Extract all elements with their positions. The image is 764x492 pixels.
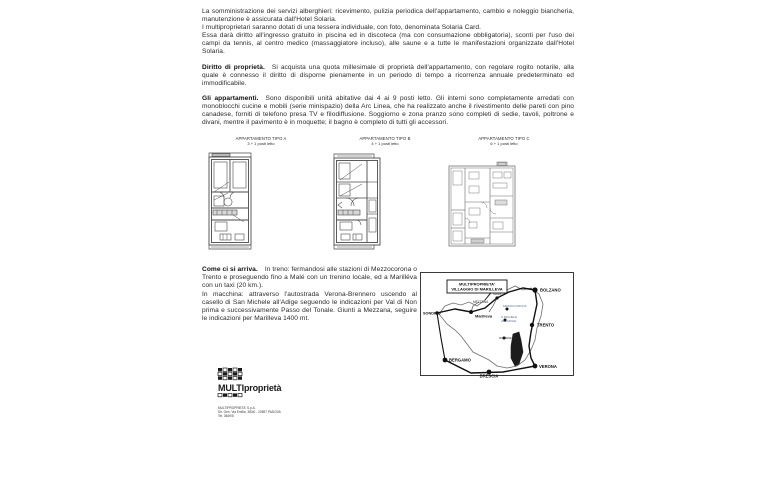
map-label-marilleva: Marilleva bbox=[475, 313, 493, 319]
address-line-2: Dir. Gen. Via Emilia, 38/40 - 20857 PADOVA bbox=[218, 410, 281, 414]
map-label-bergamo: BERGAMO bbox=[449, 357, 471, 363]
arrival-lead: Come ci si arriva. bbox=[202, 266, 258, 274]
plan-a-title: APPARTAMENTO TIPO A bbox=[235, 136, 287, 142]
intro-paragraph-2: I multiproprietari saranno dotati di una tessera individuale, con foto, denominata Solaria Card. bbox=[202, 24, 482, 32]
proprieta-body: Si acquista una quota millesimale di proprietà dell'appartamento, con regolare rogito notarile, alla quale è connesso il diritto di disporne pienamente in un periodo di tempo a ricorrenza annuale predeterminato ed immodificabile. bbox=[202, 63, 574, 87]
floor-plan-row bbox=[202, 136, 574, 256]
region-map bbox=[420, 272, 574, 379]
plan-b-subtitle: 4 + 1 posti letto bbox=[371, 141, 399, 147]
plan-c-drawing bbox=[445, 152, 563, 252]
map-callout-line-1: MULTIPROPRIETA' bbox=[459, 281, 495, 287]
proprieta-paragraph bbox=[202, 64, 574, 88]
address-line-3: Tel. 3649/6 bbox=[218, 414, 234, 418]
plan-b-drawing bbox=[326, 152, 444, 252]
company-logo-block bbox=[218, 368, 348, 418]
map-label-mezzocorona: MEZZOCORONA bbox=[503, 304, 527, 309]
arrival-section bbox=[202, 266, 574, 378]
plan-c-title: APPARTAMENTO TIPO C bbox=[478, 136, 530, 142]
sheet-content bbox=[202, 8, 575, 418]
map-label-alladige: ALL'ADIGE bbox=[501, 319, 517, 324]
plan-a-drawing bbox=[202, 152, 320, 252]
logo-wordmark bbox=[218, 384, 348, 393]
intro-paragraph-1: La somministrazione dei servizi alberghieri: ricevimento, pulizia periodica dell'appartamento, cambio e noleggio biancheria, manutenzione è assicurata dall'Hotel Solaria. bbox=[202, 8, 574, 24]
arrival-train-paragraph bbox=[202, 266, 417, 290]
map-label-rovereto: ROVERETO bbox=[499, 336, 516, 341]
arrival-train-body: In treno: fermandosi alle stazioni di Mezzocorona o Trento e proseguendo fino a Malé con un trenino locale, ed a Marilléva con un taxi (20 km.). bbox=[202, 266, 417, 290]
arrival-text-column bbox=[202, 266, 417, 323]
map-label-male: MALE' bbox=[493, 292, 503, 297]
floor-plan-c bbox=[445, 136, 563, 252]
intro-paragraph-3: Essa darà diritto all'ingresso gratuito in piscina ed in discoteca (ma con consumazione obbligatoria), sconti per l'uso dei campi da tennis, al centro medico (massaggiatore incluso), alle saune e a tutte le manifestazioni organizzate dall'Hotel Solaria. bbox=[202, 32, 574, 56]
map-label-san-michele: S.MICHELE bbox=[501, 315, 518, 320]
plan-a-subtitle: 3 + 1 posti letto bbox=[247, 141, 275, 147]
proprieta-block bbox=[202, 64, 574, 88]
scanned-sheet bbox=[186, 0, 586, 492]
map-label-sondrio: SONDRIO bbox=[423, 311, 441, 316]
map-label-bolzano: BOLZANO bbox=[540, 287, 561, 293]
logo-checker-icon bbox=[218, 368, 348, 384]
address-line-1: MULTIPROPRIETA' S.p.A. bbox=[218, 406, 256, 410]
map-label-brescia: BRESCIA bbox=[479, 373, 499, 379]
floor-plan-a bbox=[202, 136, 320, 252]
intro-block bbox=[202, 8, 574, 57]
logo-word-proprieta: proprietà bbox=[243, 383, 282, 393]
map-label-verona: VERONA bbox=[539, 364, 557, 370]
plan-c-subtitle: 6 + 1 posti letto bbox=[490, 141, 518, 147]
map-label-mezzana: MEZZANA bbox=[473, 300, 489, 305]
logo-word-multi: MULTI bbox=[218, 383, 244, 393]
appartamenti-body: Sono disponibili unità abitative dai 4 ai 9 posti letto. Gli interni sono completamente arredati con monoblocchi cucine e mobili (serie minispazio) della Arc Linea, che ha realizzato anche il rivestimento delle pareti con pino canadese, forniti di telefono presa TV e filodiffusione. Soggiorno e zona pranzo sono completi di sedie, tavoli, poltrone e divani, mentre il pavimento è in moquette; il bagno è completo di tutti gli accessori. bbox=[202, 94, 575, 127]
arrival-car-paragraph: In macchina: attraverso l'autostrada Verona-Brennero uscendo al casello di San Michele all'Adige seguendo le indicazioni per Val di Non prima e successivamente Passo del Tonale. Giunti a Mezzana, seguire le indicazioni per Marilleva 1400 mt. bbox=[202, 290, 417, 322]
company-address bbox=[218, 406, 348, 418]
floor-plan-b bbox=[326, 136, 444, 252]
proprieta-lead: Diritto di proprietà. bbox=[202, 63, 265, 71]
appartamenti-block bbox=[202, 95, 574, 127]
map-callout-line-2: VILLAGGIO DI MARILLEVA bbox=[451, 286, 503, 292]
map-label-trento: TRENTO bbox=[537, 322, 555, 328]
appartamenti-paragraph bbox=[202, 95, 574, 127]
appartamenti-lead: Gli appartamenti. bbox=[202, 94, 259, 102]
plan-b-title: APPARTAMENTO TIPO B bbox=[359, 136, 411, 142]
logo-checker-icon-bottom bbox=[218, 393, 348, 398]
